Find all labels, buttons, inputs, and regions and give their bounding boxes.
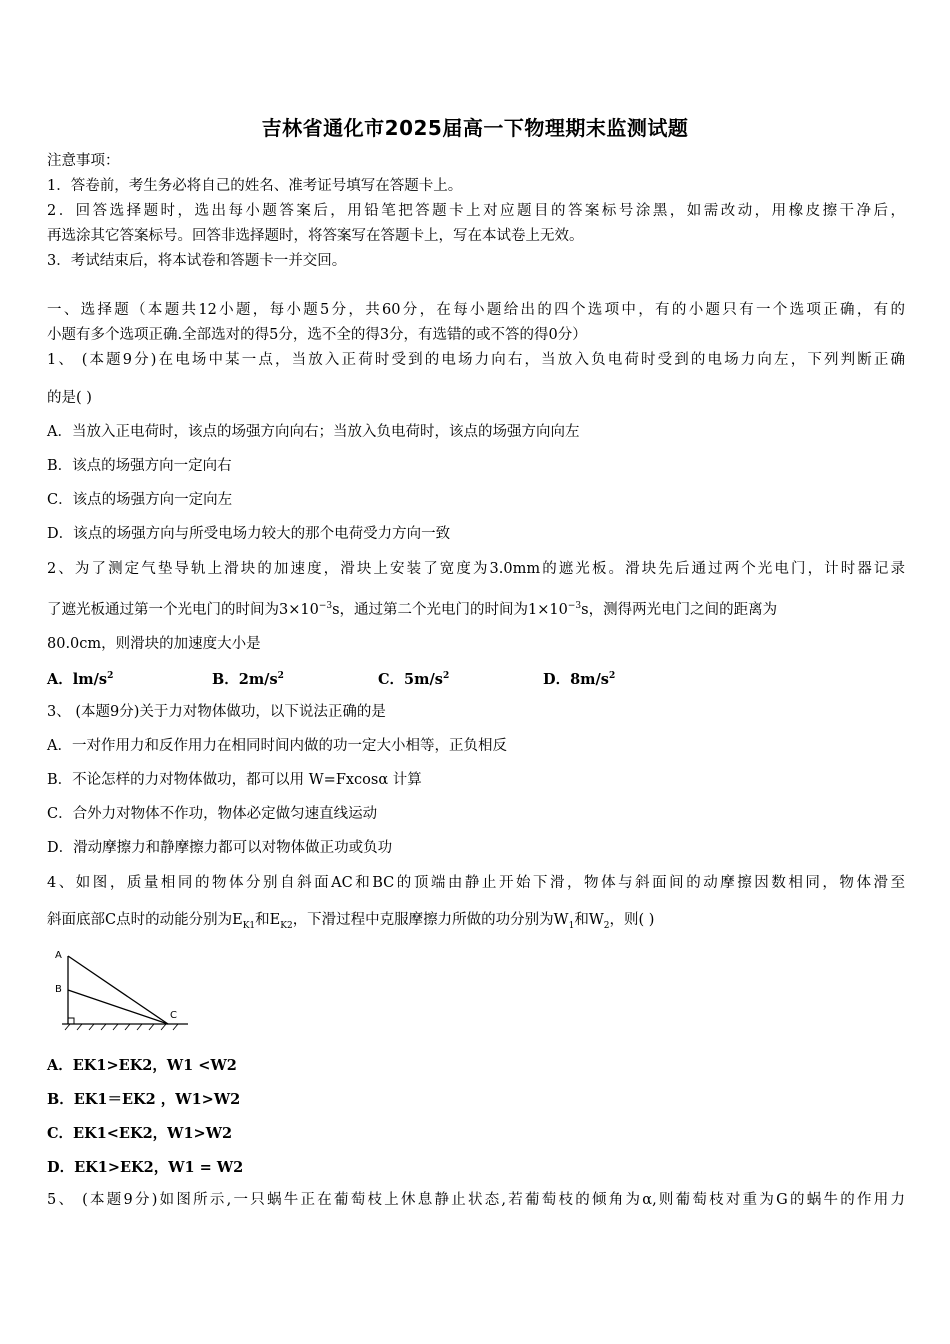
question-2-option-a: A．$lm/s^2$ (47, 671, 114, 688)
notice-item: 3．考试结束后，将本试卷和答题卡一并交回。 (47, 253, 347, 269)
question-2-option-b: B．$2m/s^2$ (212, 671, 284, 688)
question-4-option-b: B．EK1＝EK2 ，W1>W2 (47, 1091, 241, 1108)
question-2-stem: 2、为了测定气垫导轨上滑块的加速度，滑块上安装了宽度为3.0mm的遮光板。滑块先后通过两个光电门，计时器记录 (47, 561, 905, 577)
question-4-option-d: D．EK1>EK2，W1 = W2 (47, 1159, 244, 1176)
right-angle-mark (68, 1018, 74, 1024)
label-a: A (55, 950, 62, 961)
question-1-option-a: A．当放入正电荷时，该点的场强方向向右；当放入负电荷时，该点的场强方向向左 (47, 424, 580, 440)
section-heading: 一、选择题（本题共12小题，每小题5分，共60分，在每小题给出的四个选项中，有的小题只有一个选项正确，有的 (47, 302, 905, 318)
question-1-stem: 1、 (本题9分)在电场中某一点，当放入正荷时受到的电场力向右，当放入负电荷时受到的电场力向左，下列判断正确 (47, 352, 905, 368)
incline-diagram (50, 944, 195, 1036)
question-1-option-c: C．该点的场强方向一定向左 (47, 492, 233, 508)
question-2-stem-end: 80.0cm，则滑块的加速度大小是 (47, 636, 261, 652)
question-3-stem: 3、 (本题9分)关于力对物体做功，以下说法正确的是 (47, 704, 386, 720)
question-4-option-a: A．EK1>EK2，W1 <W2 (47, 1057, 237, 1074)
question-2-stem-cont: 了遮光板通过第一个光电门的时间为$3\times 10^{-3}s$，通过第二个光电门的时间为$1\times 10^{-3}s$，测得两光电门之间的距离为 (47, 601, 778, 618)
question-2-option-d: D．$8m/s^2$ (543, 671, 616, 688)
notice-item: 2．回答选择题时，选出每小题答案后，用铅笔把答题卡上对应题目的答案标号涂黑，如需改动，用橡皮擦干净后， (47, 203, 905, 219)
question-3-option-b: B．不论怎样的力对物体做功，都可以用 W=Fxcosα 计算 (47, 772, 422, 788)
question-5-stem: 5、 (本题9分)如图所示,一只蜗牛正在葡萄枝上休息静止状态,若葡萄枝的倾角为α,则葡萄枝对重为G的蜗牛的作用力 (47, 1192, 905, 1208)
notice-item: 1．答卷前，考生务必将自己的姓名、准考证号填写在答题卡上。 (47, 178, 463, 194)
label-b: B (55, 984, 62, 995)
notice-item: 再选涂其它答案标号。回答非选择题时，将答案写在答题卡上，写在本试卷上无效。 (47, 228, 584, 244)
question-4-stem: 4、如图，质量相同的物体分别自斜面AC和BC的顶端由静止开始下滑，物体与斜面间的动摩擦因数相同，物体滑至 (47, 875, 905, 891)
question-1-stem-cont: 的是( ) (47, 390, 92, 406)
question-1-option-d: D．该点的场强方向与所受电场力较大的那个电荷受力方向一致 (47, 526, 451, 542)
incline-ac (68, 956, 168, 1024)
ground-hatching (65, 1024, 178, 1030)
question-1-option-b: B．该点的场强方向一定向右 (47, 458, 232, 474)
question-3-option-a: A．一对作用力和反作用力在相同时间内做的功一定大小相等，正负相反 (47, 738, 507, 754)
notice-heading: 注意事项： (47, 153, 120, 169)
label-c: C (170, 1010, 177, 1021)
question-4-stem-cont: 斜面底部C点时的动能分别为$E_{K1}$和$E_{K2}$，下滑过程中克服摩擦力所做的功分别为$W_1$和$W_2$，则( ) (47, 912, 655, 931)
page-title: 吉林省通化市2025届高一下物理期末监测试题 (261, 116, 689, 140)
question-3-option-d: D．滑动摩擦力和静摩擦力都可以对物体做正功或负功 (47, 840, 393, 856)
question-3-option-c: C．合外力对物体不作功，物体必定做匀速直线运动 (47, 806, 378, 822)
question-4-option-c: C．EK1<EK2，W1>W2 (47, 1125, 233, 1142)
section-heading-cont: 小题有多个选项正确.全部选对的得5分，选不全的得3分，有选错的或不答的得0分） (47, 327, 587, 343)
incline-bc (68, 990, 168, 1024)
question-2-option-c: C．$5m/s^2$ (378, 671, 450, 688)
